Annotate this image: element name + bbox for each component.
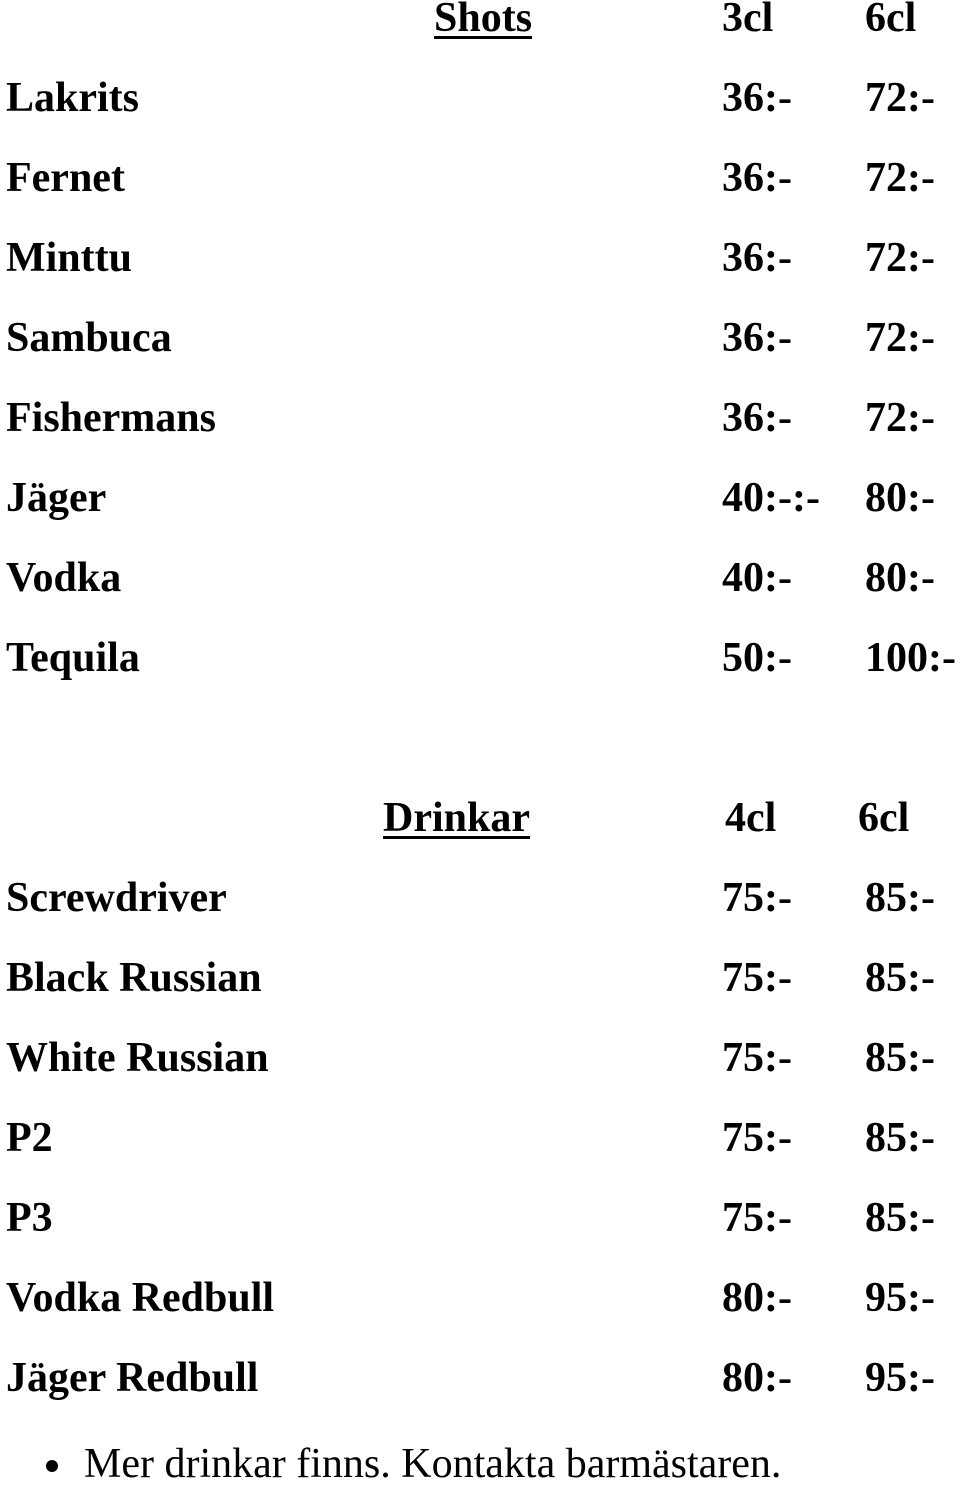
item-name: Screwdriver bbox=[6, 875, 227, 921]
price-small: 75:- bbox=[722, 1115, 792, 1161]
drinks-col-4cl-header: 4cl bbox=[725, 795, 777, 841]
menu-row bbox=[0, 308, 960, 368]
item-name: Sambuca bbox=[6, 315, 172, 361]
menu-row bbox=[0, 68, 960, 128]
price-large: 72:- bbox=[865, 155, 935, 201]
price-small: 75:- bbox=[722, 955, 792, 1001]
menu-row bbox=[0, 228, 960, 288]
item-name: Vodka bbox=[6, 555, 122, 601]
menu-row bbox=[0, 948, 960, 1008]
price-small: 40:-:- bbox=[722, 475, 820, 521]
menu-row bbox=[0, 628, 960, 688]
menu-row bbox=[0, 1348, 960, 1408]
item-name: Jäger Redbull bbox=[6, 1355, 259, 1401]
item-name: Jäger bbox=[6, 475, 107, 521]
price-large: 95:- bbox=[865, 1275, 935, 1321]
item-name: Minttu bbox=[6, 235, 132, 281]
price-small: 36:- bbox=[722, 395, 792, 441]
item-name: Fishermans bbox=[6, 395, 216, 441]
price-large: 100:- bbox=[865, 635, 956, 681]
price-small: 40:- bbox=[722, 555, 792, 601]
menu-row bbox=[0, 388, 960, 448]
price-large: 95:- bbox=[865, 1355, 935, 1401]
shots-col-6cl-header: 6cl bbox=[865, 0, 917, 41]
price-large: 72:- bbox=[865, 395, 935, 441]
price-small: 36:- bbox=[722, 75, 792, 121]
price-small: 80:- bbox=[722, 1355, 792, 1401]
price-large: 85:- bbox=[865, 955, 935, 1001]
price-large: 72:- bbox=[865, 75, 935, 121]
menu-row bbox=[0, 148, 960, 208]
item-name: P3 bbox=[6, 1195, 53, 1241]
price-large: 80:- bbox=[865, 555, 935, 601]
price-large: 72:- bbox=[865, 315, 935, 361]
drinks-header-row bbox=[0, 788, 960, 848]
menu-row bbox=[0, 1108, 960, 1168]
menu-row bbox=[0, 468, 960, 528]
price-small: 75:- bbox=[722, 1195, 792, 1241]
price-large: 85:- bbox=[865, 1115, 935, 1161]
item-name: Fernet bbox=[6, 155, 125, 201]
item-name: P2 bbox=[6, 1115, 53, 1161]
footer-note-text: Mer drinkar finns. Kontakta barmästaren. bbox=[84, 1441, 782, 1487]
menu-row bbox=[0, 1028, 960, 1088]
menu-row bbox=[0, 868, 960, 928]
price-large: 85:- bbox=[865, 1195, 935, 1241]
item-name: Black Russian bbox=[6, 955, 262, 1001]
price-small: 80:- bbox=[722, 1275, 792, 1321]
price-small: 75:- bbox=[722, 1035, 792, 1081]
price-large: 85:- bbox=[865, 875, 935, 921]
drinks-col-6cl-header: 6cl bbox=[858, 795, 910, 841]
price-large: 72:- bbox=[865, 235, 935, 281]
shots-heading: Shots bbox=[434, 0, 533, 41]
price-small: 36:- bbox=[722, 235, 792, 281]
drinks-heading: Drinkar bbox=[383, 795, 530, 841]
menu-row bbox=[0, 548, 960, 608]
price-small: 36:- bbox=[722, 315, 792, 361]
item-name: Tequila bbox=[6, 635, 140, 681]
item-name: Lakrits bbox=[6, 75, 140, 121]
footer-note bbox=[0, 1434, 960, 1494]
price-small: 36:- bbox=[722, 155, 792, 201]
item-name: Vodka Redbull bbox=[6, 1275, 275, 1321]
menu-row bbox=[0, 1268, 960, 1328]
shots-header-row bbox=[0, 0, 960, 48]
bullet-icon bbox=[46, 1460, 58, 1472]
menu-row bbox=[0, 1188, 960, 1248]
shots-col-3cl-header: 3cl bbox=[722, 0, 774, 41]
item-name: White Russian bbox=[6, 1035, 269, 1081]
price-small: 75:- bbox=[722, 875, 792, 921]
price-small: 50:- bbox=[722, 635, 792, 681]
price-large: 80:- bbox=[865, 475, 935, 521]
price-large: 85:- bbox=[865, 1035, 935, 1081]
